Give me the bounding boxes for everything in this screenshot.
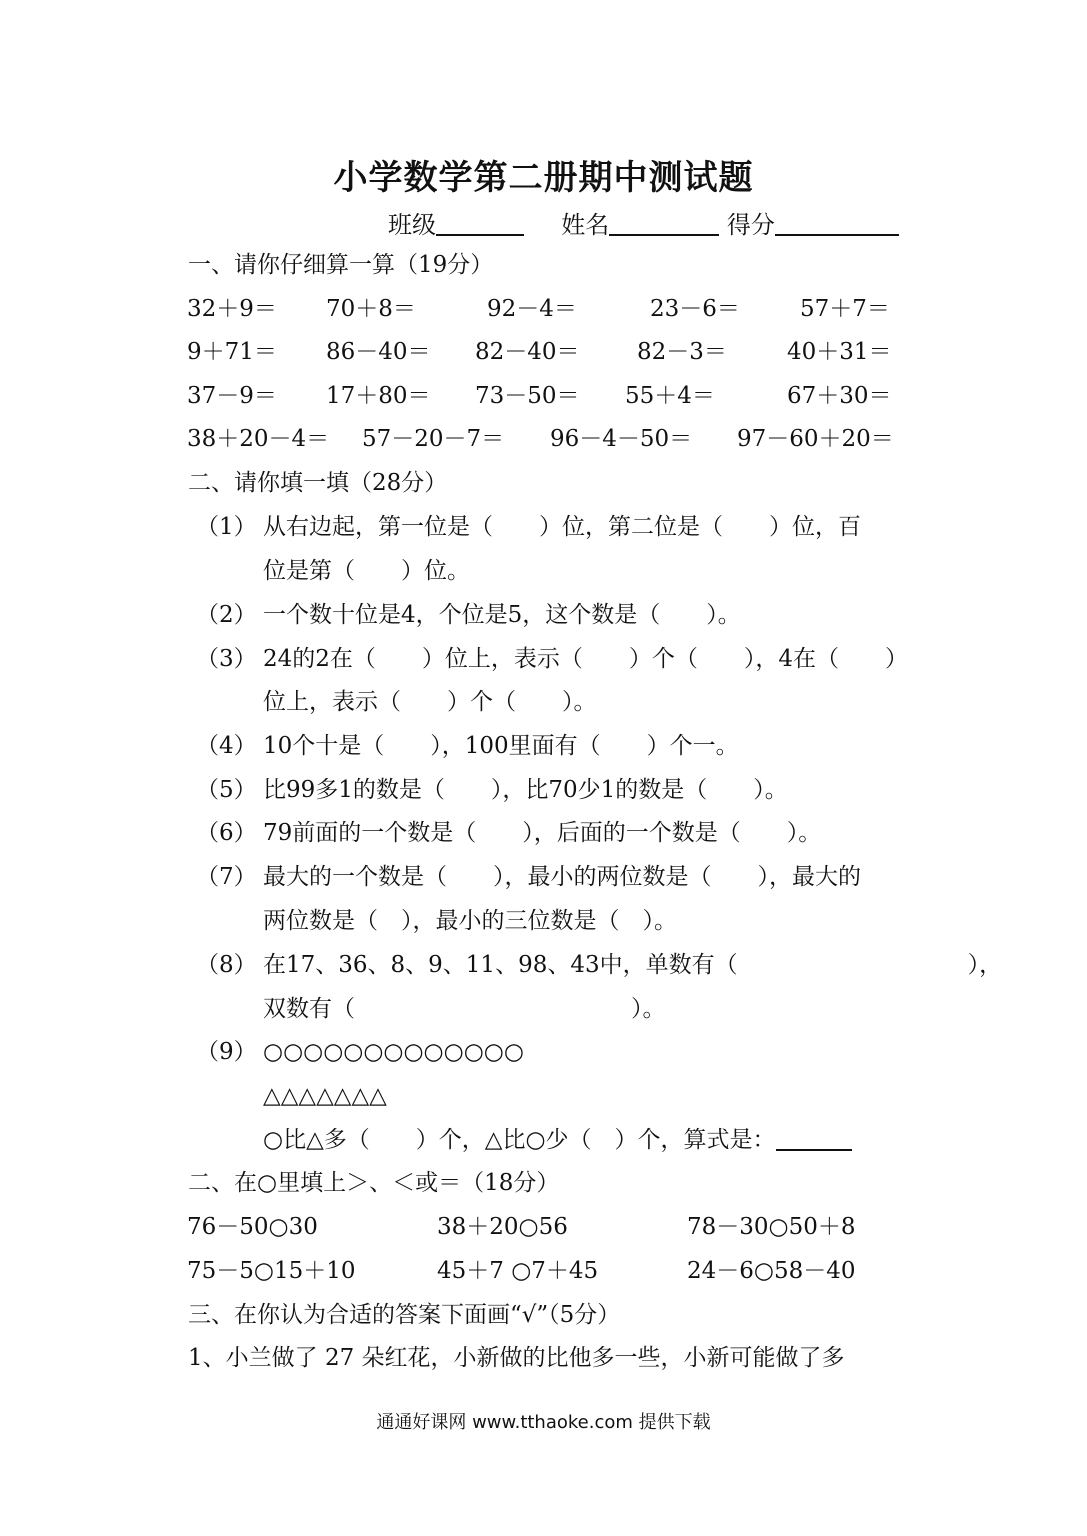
question-text: 一个数十位是4，个位是5，这个数是（ ）。 [263, 602, 741, 628]
calc-item: 97－60＋20＝ [737, 426, 894, 452]
question-text: 位是第（ ）位。 [263, 558, 470, 584]
class-label: 班级 [388, 211, 436, 239]
page-title: 小学数学第二册期中测试题 [333, 158, 754, 198]
calc-row [0, 337, 1087, 367]
calc-item: 32＋9＝ [187, 296, 277, 322]
calc-item: 37－9＝ [187, 383, 277, 409]
question-number: （3） [196, 646, 257, 672]
question-number: （9） [196, 1039, 257, 1065]
name-label: 姓名 [561, 211, 610, 239]
triangle-row: △△△△△△△ [263, 1083, 387, 1109]
question-text-part: ○比△多（ ）个，△比○少（ ）个，算式是： [263, 1127, 776, 1153]
compare-row [0, 1212, 1087, 1242]
question-number: （5） [196, 777, 257, 803]
calc-item: 92－4＝ [487, 296, 577, 322]
question-number: （2） [196, 602, 257, 628]
calc-item: 55＋4＝ [625, 383, 715, 409]
section3-heading: 二、在○里填上＞、＜或＝（18分） [188, 1170, 560, 1196]
section1-heading: 一、请你仔细算一算（19分） [188, 252, 494, 278]
question-text: 24的2在（ ）位上，表示（ ）个（ ），4在（ ） [263, 646, 909, 672]
score-label: 得分 [726, 211, 775, 239]
question-number: （8） [196, 952, 257, 978]
section4-heading: 三、在你认为合适的答案下面画“√”（5分） [188, 1302, 621, 1328]
calc-row [0, 381, 1087, 411]
calc-item: 40＋31＝ [787, 339, 892, 365]
calc-item: 86－40＝ [326, 339, 431, 365]
section2-heading: 二、请你填一填（28分） [188, 470, 448, 496]
question-text: 在17、36、8、9、11、98、43中，单数有（ ）， [263, 952, 1003, 978]
compare-item: 45＋7 ○7＋45 [437, 1258, 599, 1284]
compare-item: 24－6○58－40 [687, 1258, 856, 1284]
score-blank[interactable] [775, 210, 899, 236]
calc-item: 17＋80＝ [326, 383, 431, 409]
student-info-line [388, 205, 899, 240]
question-text: 1、小兰做了 27 朵红花，小新做的比他多一些，小新可能做了多 [188, 1345, 845, 1371]
calc-item: 96－4－50＝ [550, 426, 693, 452]
calc-item: 9＋71＝ [187, 339, 277, 365]
compare-item: 75－5○15＋10 [187, 1258, 356, 1284]
question-number: （1） [196, 514, 257, 540]
compare-item: 38＋20○56 [437, 1214, 568, 1240]
question-number: （7） [196, 864, 257, 890]
calc-item: 67＋30＝ [787, 383, 892, 409]
question-text: 最大的一个数是（ ），最小的两位数是（ ），最大的 [263, 864, 861, 890]
name-blank[interactable] [609, 210, 719, 236]
calc-item: 73－50＝ [475, 383, 580, 409]
question-text: 双数有（ ）。 [263, 996, 666, 1022]
calc-item: 82－3＝ [637, 339, 727, 365]
question-text: 79前面的一个数是（ ），后面的一个数是（ ）。 [263, 820, 822, 846]
question-number: （4） [196, 733, 257, 759]
question-text: 从右边起，第一位是（ ）位，第二位是（ ）位，百 [263, 514, 861, 540]
question-text: 位上，表示（ ）个（ ）。 [263, 689, 597, 715]
compare-item: 76－50○30 [187, 1214, 318, 1240]
footer-credit: 通通好课网 www.tthaoke.com 提供下载 [376, 1412, 711, 1433]
formula-blank[interactable] [776, 1125, 852, 1151]
calc-row [0, 294, 1087, 324]
circle-row: ○○○○○○○○○○○○○ [263, 1039, 524, 1065]
compare-item: 78－30○50＋8 [687, 1214, 856, 1240]
calc-row [0, 424, 1087, 454]
question-text: 10个十是（ ），100里面有（ ）个一。 [263, 733, 739, 759]
question-text: 两位数是（ ），最小的三位数是（ ）。 [263, 908, 677, 934]
class-blank[interactable] [436, 210, 524, 236]
question-number: （6） [196, 820, 257, 846]
compare-row [0, 1256, 1087, 1286]
question-text [263, 1125, 852, 1155]
calc-item: 23－6＝ [650, 296, 740, 322]
question-text: 比99多1的数是（ ），比70少1的数是（ ）。 [263, 777, 788, 803]
calc-item: 82－40＝ [475, 339, 580, 365]
calc-item: 57＋7＝ [800, 296, 890, 322]
calc-item: 70＋8＝ [326, 296, 416, 322]
calc-item: 38＋20－4＝ [187, 426, 330, 452]
calc-item: 57－20－7＝ [362, 426, 505, 452]
